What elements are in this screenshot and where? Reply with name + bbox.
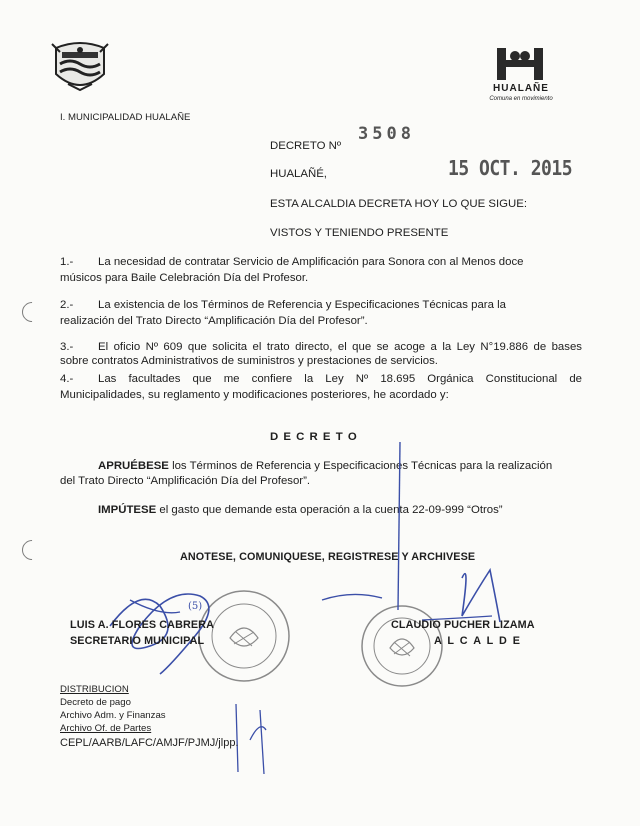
item-text: La necesidad de contratar Servicio de Amplificación para Sonora con al Menos doce [98,256,524,268]
distribution-item: Archivo Of. de Partes [60,723,152,734]
distribution-item: Archivo Adm. y Finanzas [60,710,166,721]
item-text: realización del Trato Directo “Amplificación Día del Profesor”. [60,315,368,327]
decreto-heading: D E C R E T O [270,431,358,443]
logo-name: HUALAÑE [493,83,549,94]
decree-number-label: DECRETO Nº [270,140,342,152]
item-number: 2.- [60,299,74,311]
initial-mark: (5) [188,601,203,612]
imputese-text: el gasto que demande esta operación a la cuenta 22-09-999 “Otros” [156,504,503,516]
item-number: 4.- [60,373,74,385]
distribution-checkmark [230,700,290,780]
item-text: músicos para Baile Celebración Día del Profesor. [60,272,309,284]
decree-statement: ESTA ALCALDIA DECRETA HOY LO QUE SIGUE: [270,198,528,210]
item-text: Municipalidades, su reglamento y modificaciones posteriores, he acordado y: [60,389,449,401]
item-text: sobre contratos Administrativos de suministros y prestaciones de servicios. [60,355,438,367]
mayor-title: A L C A L D E [434,635,522,647]
distribution-item: Decreto de pago [60,697,131,708]
mayor-signature [312,440,512,640]
decree-number-stamp: 3508 [358,124,415,144]
hualane-logo-mark [491,46,549,82]
closing-statement: ANOTESE, COMUNIQUESE, REGISTRESE Y ARCHIVESE [180,551,476,563]
item-number: 1.- [60,256,74,268]
vistos-heading: VISTOS Y TENIENDO PRESENTE [270,227,449,239]
secretary-title: SECRETARIO MUNICIPAL [70,635,205,647]
mayor-name: CLAUDIO PUCHER LIZAMA [391,619,535,631]
item-text: La existencia de los Términos de Referencia y Especificaciones Técnicas para la [98,299,506,311]
secretary-name: LUIS A. FLORES CABRERA [70,619,214,631]
coat-of-arms-logo [50,38,110,94]
apruebese-keyword: APRUÉBESE [98,460,169,472]
distribution-heading: DISTRIBUCION [60,684,129,695]
item-number: 3.- [60,341,74,353]
item-text: El oficio Nº 609 que solicita el trato directo, el que se acoge a la Ley N°19.886 de bases [98,341,582,353]
apruebese-line2: del Trato Directo “Amplificación Día del Profesor”. [60,475,311,487]
apruebese-text: los Términos de Referencia y Especificaciones Técnicas para la realización [168,460,553,472]
imputese-keyword: IMPÚTESE [98,504,157,516]
date-stamp: 15 OCT. 2015 [448,156,573,181]
logo-slogan: Comuna en movimiento [489,96,553,102]
punch-hole [18,536,46,564]
municipality-name: I. MUNICIPALIDAD HUALAÑE [60,112,191,123]
item-text: Las facultades que me confiere la Ley Nº 18.695 Orgánica Constitucional de [98,373,582,385]
distribution-initials: CEPL/AARB/LAFC/AMJF/PJMJ/jlpp. [60,737,239,749]
punch-hole [18,298,46,326]
place-label: HUALAÑÉ, [270,168,327,180]
